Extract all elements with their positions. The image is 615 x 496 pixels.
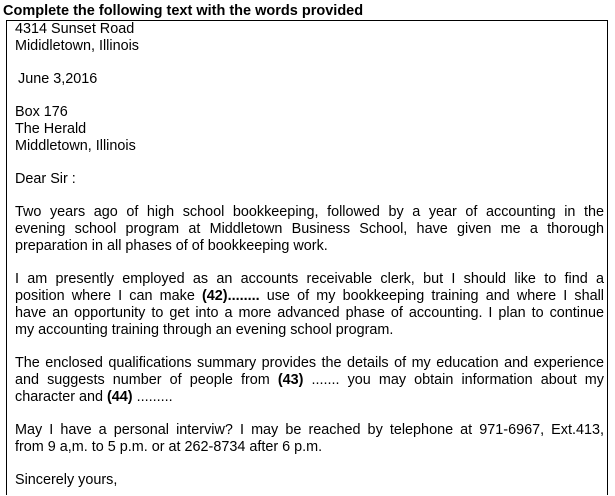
letter-box — [6, 20, 608, 495]
paragraph-2-line-4: my accounting training through an evening school program. — [15, 322, 394, 338]
paragraph-2-line-2: position where I can make (42)........ use of my bookkeeping training and where I shall — [15, 288, 604, 304]
paragraph-3-line-1: The enclosed qualifications summary provides the details of my education and experience — [15, 355, 604, 371]
instruction-heading: Complete the following text with the words provided — [3, 3, 364, 19]
sender-address-line-1: 4314 Sunset Road — [15, 21, 135, 37]
paragraph-1-line-1: Two years ago of high school bookkeeping, followed by a year of accounting in the — [15, 204, 604, 220]
salutation: Dear Sir : — [15, 171, 76, 187]
blank-42: (42)........ — [201, 288, 260, 304]
letter-date: June 3,2016 — [18, 71, 98, 87]
paragraph-1-line-3: preparation in all phases of of bookkeeping work. — [15, 238, 328, 254]
recipient-line-1: Box 176 — [15, 104, 68, 120]
paragraph-4-line-1: May I have a personal interviw? I may be reached by telephone at 971-6967, Ext.413, — [15, 422, 604, 438]
blank-44: (44) — [107, 389, 133, 405]
paragraph-2-line-1: I am presently employed as an accounts receivable clerk, but I should like to find a — [15, 271, 604, 287]
paragraph-4-line-2: from 9 a,m. to 5 p.m. or at 262-8734 after 6 p.m. — [15, 439, 323, 455]
letter-text — [15, 21, 604, 489]
paragraph-1-line-2: evening school program at Middletown Business School, have given me a thorough — [15, 221, 604, 237]
paragraph-3-line-3: character and (44) ......... — [15, 389, 173, 405]
paragraph-2 — [15, 271, 604, 339]
sender-address-line-2: Mididletown, Illinois — [15, 38, 139, 54]
recipient-line-2: The Herald — [15, 121, 87, 137]
recipient-line-3: Middletown, Illinois — [15, 138, 136, 154]
blank-43: (43) — [277, 372, 304, 388]
paragraph-3-line-2: and suggests number of people from (43) ....... you may obtain information about my — [15, 372, 604, 388]
closing: Sincerely yours, — [15, 472, 118, 488]
paragraph-1 — [15, 204, 604, 255]
paragraph-2-line-3: have an opportunity to get into a more advanced phase of accounting. I plan to continue — [15, 305, 604, 321]
paragraph-4 — [15, 422, 604, 456]
paragraph-3 — [15, 355, 604, 406]
